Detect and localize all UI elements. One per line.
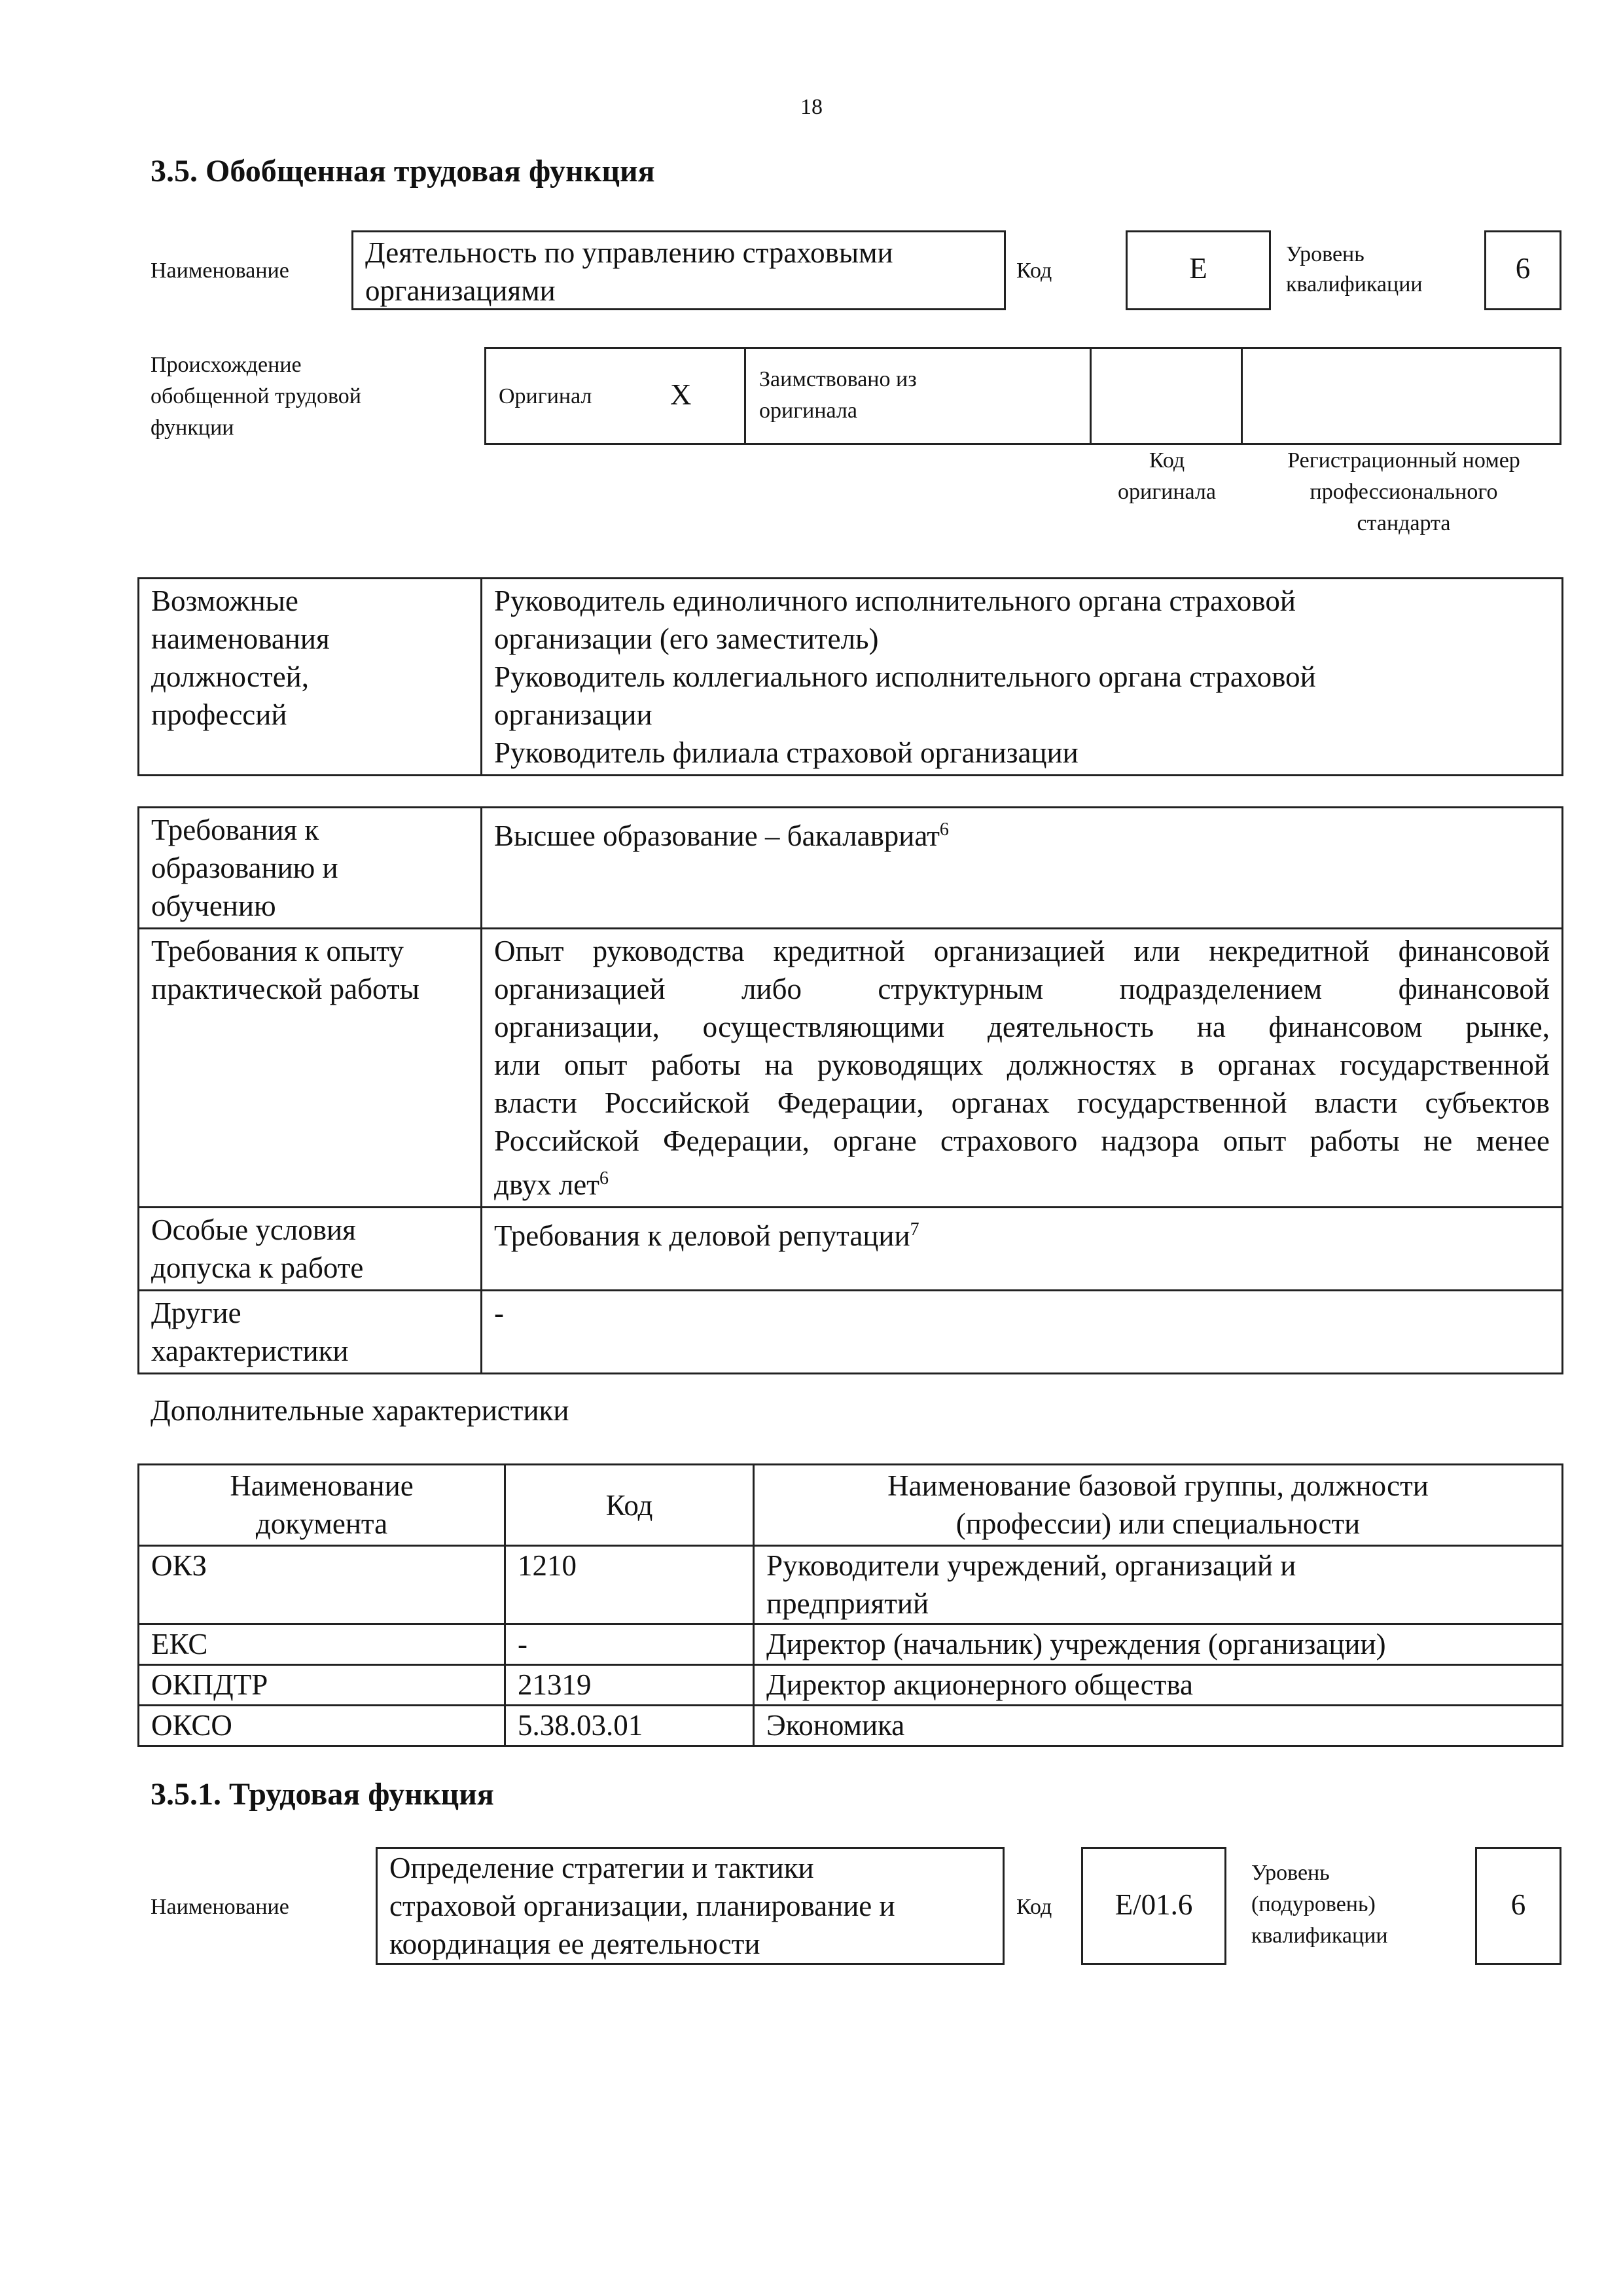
gtf-level-box bbox=[1484, 230, 1561, 310]
tf-name-line: Определение стратегии и тактики bbox=[389, 1852, 814, 1884]
position-line: Руководитель коллегиального исполнительного органа страховой bbox=[494, 660, 1316, 693]
special-value: Требования к деловой репутации bbox=[494, 1219, 910, 1252]
gtf-name-line: организациями bbox=[365, 274, 556, 307]
code-cell: 1210 bbox=[505, 1546, 754, 1624]
name-cell bbox=[754, 1546, 1563, 1624]
tf-level-box bbox=[1475, 1847, 1561, 1965]
code-cell: 5.38.03.01 bbox=[505, 1706, 754, 1746]
tf-name-line: страховой организации, планирование и bbox=[389, 1890, 895, 1922]
level-label-line: квалификации bbox=[1251, 1924, 1388, 1948]
gtf-level-value: 6 bbox=[1515, 252, 1531, 285]
positions-label-cell bbox=[139, 579, 482, 776]
origin-divider bbox=[1241, 347, 1243, 445]
experience-label-line: Требования к опыту bbox=[151, 935, 404, 967]
experience-last-text: двух лет bbox=[494, 1168, 599, 1201]
name-label: Наименование bbox=[151, 259, 289, 283]
caption-line: стандарта bbox=[1357, 511, 1451, 535]
table-row bbox=[139, 1208, 1563, 1291]
experience-last-line bbox=[494, 1160, 1550, 1204]
section-heading: 3.5. Обобщенная трудовая функция bbox=[151, 154, 655, 188]
doc-cell: ОКЗ bbox=[139, 1546, 505, 1624]
gtf-code-value: E bbox=[1189, 252, 1207, 285]
position-line: Руководитель единоличного исполнительного органа страховой bbox=[494, 584, 1296, 617]
other-value-cell bbox=[482, 1291, 1563, 1374]
level-label-line: квалификации bbox=[1286, 272, 1423, 296]
positions-value-cell bbox=[482, 579, 1563, 776]
name-cell: Экономика bbox=[754, 1706, 1563, 1746]
tf-level-value: 6 bbox=[1510, 1888, 1526, 1921]
code-original-caption bbox=[1093, 445, 1241, 508]
reg-number-caption bbox=[1243, 445, 1564, 539]
other-label-cell bbox=[139, 1291, 482, 1374]
level-label-line: Уровень bbox=[1251, 1861, 1330, 1885]
experience-line: Российской Федерации, органе страхового надзора опыт работы не менее bbox=[494, 1124, 1550, 1157]
header-doc bbox=[139, 1465, 505, 1546]
caption-line: Регистрационный номер bbox=[1287, 448, 1520, 473]
name-cell: Директор (начальник) учреждения (организации) bbox=[754, 1624, 1563, 1665]
origin-label bbox=[151, 350, 361, 444]
additional-title: Дополнительные характеристики bbox=[151, 1394, 569, 1427]
education-value-cell bbox=[482, 808, 1563, 929]
positions-label-line: должностей, bbox=[151, 660, 309, 693]
experience-label-line: практической работы bbox=[151, 973, 419, 1005]
other-label-line: Другие bbox=[151, 1297, 241, 1329]
experience-line: организации, осуществляющими деятельность на финансовом рынке, bbox=[494, 1011, 1550, 1043]
position-line: Руководитель филиала страховой организации bbox=[494, 736, 1079, 769]
special-label-cell bbox=[139, 1208, 482, 1291]
name-line: предприятий bbox=[766, 1587, 929, 1620]
table-row bbox=[139, 579, 1563, 776]
experience-value-cell bbox=[482, 929, 1563, 1208]
origin-divider bbox=[744, 347, 746, 445]
origin-divider bbox=[1090, 347, 1092, 445]
positions-label-line: Возможные bbox=[151, 584, 298, 617]
doc-cell: ЕКС bbox=[139, 1624, 505, 1665]
experience-line: Опыт руководства кредитной организацией или некредитной финансовой bbox=[494, 935, 1550, 967]
level-label bbox=[1286, 240, 1423, 300]
position-line: организации (его заместитель) bbox=[494, 622, 879, 655]
other-label-line: характеристики bbox=[151, 1335, 349, 1367]
caption-line: оригинала bbox=[1118, 480, 1216, 504]
code-label: Код bbox=[1016, 259, 1052, 283]
caption-line: Код bbox=[1149, 448, 1185, 473]
table-row bbox=[139, 1665, 1563, 1706]
experience-line: организацией либо структурным подразделением финансовой bbox=[494, 973, 1550, 1005]
borrowed-label bbox=[759, 364, 917, 427]
footnote-mark: 7 bbox=[910, 1219, 919, 1240]
level-label-line: (подуровень) bbox=[1251, 1892, 1376, 1916]
origin-label-line: Происхождение bbox=[151, 353, 302, 377]
original-mark: X bbox=[670, 378, 692, 411]
requirements-table bbox=[137, 806, 1563, 1374]
additional-table bbox=[137, 1463, 1563, 1747]
experience-label-cell bbox=[139, 929, 482, 1208]
table-row bbox=[139, 1291, 1563, 1374]
header-line: Наименование bbox=[230, 1469, 414, 1502]
header-line: (профессии) или специальности bbox=[955, 1507, 1361, 1540]
experience-line: или опыт работы на руководящих должностях в органах государственной bbox=[494, 1049, 1550, 1081]
positions-label-line: профессий bbox=[151, 698, 287, 731]
table-header-row bbox=[139, 1465, 1563, 1546]
doc-cell: ОКПДТР bbox=[139, 1665, 505, 1706]
table-row bbox=[139, 1546, 1563, 1624]
name-label: Наименование bbox=[151, 1895, 289, 1919]
code-cell: 21319 bbox=[505, 1665, 754, 1706]
page-number: 18 bbox=[800, 95, 823, 119]
origin-box bbox=[484, 347, 1561, 445]
table-row bbox=[139, 929, 1563, 1208]
education-label-line: образованию и bbox=[151, 852, 338, 884]
gtf-name-box bbox=[351, 230, 1006, 310]
experience-line: власти Российской Федерации, органах государственной власти субъектов bbox=[494, 1086, 1550, 1119]
special-label-line: допуска к работе bbox=[151, 1251, 364, 1284]
special-value-cell bbox=[482, 1208, 1563, 1291]
position-line: организации bbox=[494, 698, 652, 731]
education-label-line: Требования к bbox=[151, 814, 319, 846]
name-line: Руководители учреждений, организаций и bbox=[766, 1549, 1296, 1582]
education-label-cell bbox=[139, 808, 482, 929]
origin-label-line: обобщенной трудовой bbox=[151, 384, 361, 408]
tf-name-line: координация ее деятельности bbox=[389, 1928, 760, 1960]
other-value: - bbox=[494, 1297, 504, 1329]
borrowed-label-line: Заимствовано из bbox=[759, 367, 917, 391]
footnote-mark: 6 bbox=[939, 819, 949, 840]
table-row bbox=[139, 1706, 1563, 1746]
code-label: Код bbox=[1016, 1895, 1052, 1919]
positions-table bbox=[137, 577, 1563, 776]
header-line: Наименование базовой группы, должности bbox=[887, 1469, 1429, 1502]
caption-line: профессионального bbox=[1310, 480, 1498, 504]
doc-cell: ОКСО bbox=[139, 1706, 505, 1746]
tf-name-box bbox=[376, 1847, 1005, 1965]
tf-code-value: E/01.6 bbox=[1115, 1888, 1193, 1921]
header-code bbox=[505, 1465, 754, 1546]
name-cell: Директор акционерного общества bbox=[754, 1665, 1563, 1706]
table-row bbox=[139, 808, 1563, 929]
tf-code-box bbox=[1081, 1847, 1226, 1965]
level-label-line: Уровень bbox=[1286, 242, 1364, 266]
header-code-text: Код bbox=[605, 1488, 653, 1522]
gtf-code-box bbox=[1126, 230, 1271, 310]
special-label-line: Особые условия bbox=[151, 1213, 356, 1246]
original-label: Оригинал bbox=[499, 384, 592, 408]
origin-label-line: функции bbox=[151, 416, 234, 440]
gtf-name-line: Деятельность по управлению страховыми bbox=[365, 236, 893, 269]
header-group bbox=[754, 1465, 1563, 1546]
level-label bbox=[1251, 1857, 1388, 1952]
code-cell: - bbox=[505, 1624, 754, 1665]
borrowed-label-line: оригинала bbox=[759, 399, 857, 423]
header-line: документа bbox=[255, 1507, 388, 1540]
table-row bbox=[139, 1624, 1563, 1665]
education-label-line: обучению bbox=[151, 889, 276, 922]
positions-label-line: наименования bbox=[151, 622, 330, 655]
subsection-heading: 3.5.1. Трудовая функция bbox=[151, 1777, 494, 1812]
education-value: Высшее образование – бакалавриат bbox=[494, 819, 940, 852]
footnote-mark: 6 bbox=[599, 1168, 609, 1189]
